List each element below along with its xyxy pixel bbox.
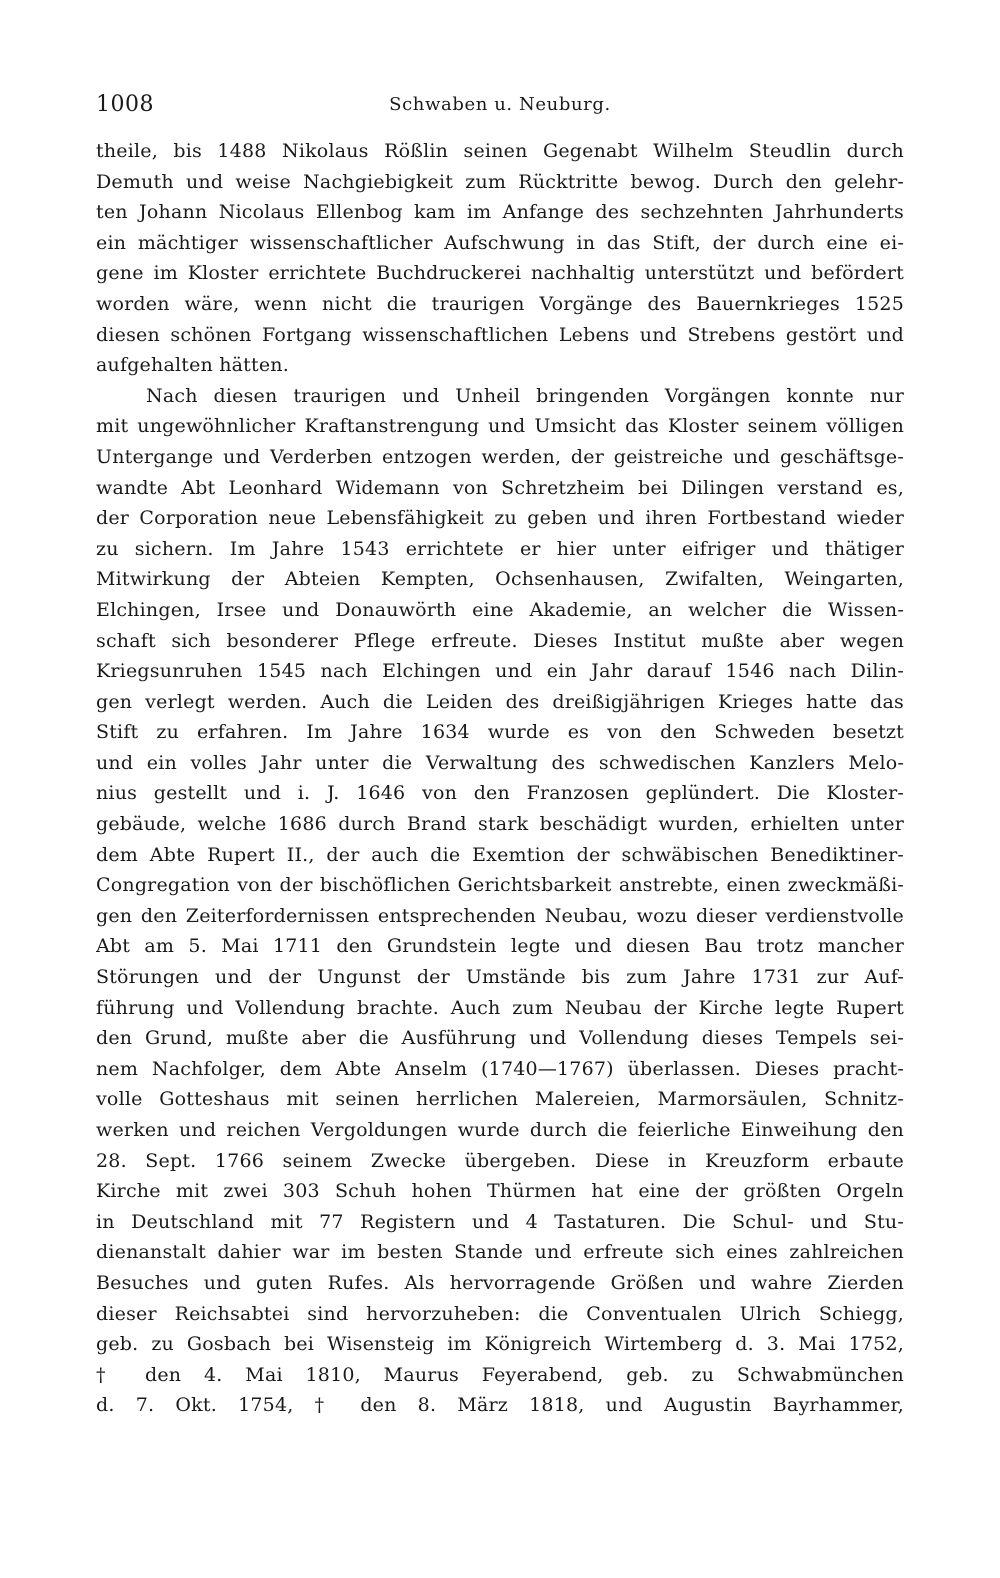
text-line: ein mächtiger wissenschaftlicher Aufschwung in das Stift, der durch eine ei- xyxy=(96,231,904,254)
page-header xyxy=(96,92,904,136)
text-line: Besuches und guten Rufes. Als hervorragende Größen und wahre Zierden xyxy=(96,1271,904,1294)
text-line: gen verlegt werden. Auch die Leiden des dreißigjährigen Krieges hatte das xyxy=(96,690,904,713)
text-line: Mitwirkung der Abteien Kempten, Ochsenhausen, Zwifalten, Weingarten, xyxy=(96,568,904,591)
text-line: Stift zu erfahren. Im Jahre 1634 wurde es von den Schweden besetzt xyxy=(96,721,904,744)
text-line: diesen schönen Fortgang wissenschaftlichen Lebens und Strebens gestört und xyxy=(96,323,904,346)
text-line: in Deutschland mit 77 Registern und 4 Tastaturen. Die Schul- und Stu- xyxy=(96,1210,904,1233)
text-line: Nach diesen traurigen und Unheil bringenden Vorgängen konnte nur xyxy=(146,384,904,407)
text-line: schaft sich besonderer Pflege erfreute. Dieses Institut mußte aber wegen xyxy=(96,629,904,652)
text-line: dem Abte Rupert II., der auch die Exemtion der schwäbischen Benediktiner- xyxy=(96,843,904,866)
text-line: Untergange und Verderben entzogen werden, der geistreiche und geschäftsge- xyxy=(96,445,904,468)
text-line: nius gestellt und i. J. 1646 von den Franzosen geplündert. Die Kloster- xyxy=(96,782,904,805)
text-line: werken und reichen Vergoldungen wurde durch die feierliche Einweihung den xyxy=(96,1119,904,1141)
text-line: nem Nachfolger, dem Abte Anselm (1740—1767) überlassen. Dieses pracht- xyxy=(96,1057,904,1080)
text-line: der Corporation neue Lebensfähigkeit zu geben und ihren Fortbestand wieder xyxy=(96,507,904,530)
text-line: ten Johann Nicolaus Ellenbog kam im Anfange des sechzehnten Jahrhunderts xyxy=(96,201,904,224)
paragraph-1 xyxy=(96,136,904,381)
text-line: gen den Zeiterfordernissen entsprechenden Neubau, wozu dieser verdienstvolle xyxy=(96,904,904,927)
text-line: theile, bis 1488 Nikolaus Rößlin seinen Gegenabt Wilhelm Steudlin durch xyxy=(96,140,904,162)
text-line: und ein volles Jahr unter die Verwaltung des schwedischen Kanzlers Melo- xyxy=(96,751,904,774)
paragraph-2 xyxy=(96,381,904,1421)
text-line: dienanstalt dahier war im besten Stande und erfreute sich eines zahlreichen xyxy=(96,1241,904,1264)
text-line: Störungen und der Ungunst der Umstände bis zum Jahre 1731 zur Auf- xyxy=(96,966,904,989)
text-line: Elchingen, Irsee und Donauwörth eine Akademie, an welcher die Wissen- xyxy=(96,598,904,621)
text-line: Abt am 5. Mai 1711 den Grundstein legte und diesen Bau trotz mancher xyxy=(96,935,904,958)
running-title: Schwaben u. Neuburg. xyxy=(389,94,611,115)
text-line: volle Gotteshaus mit seinen herrlichen Malereien, Marmorsäulen, Schnitz- xyxy=(96,1088,904,1111)
text-line: aufgehalten hätten. xyxy=(96,354,289,377)
text-line: zu sichern. Im Jahre 1543 errichtete er hier unter eifriger und thätiger xyxy=(96,537,904,560)
text-line: mit ungewöhnlicher Kraftanstrengung und Umsicht das Kloster seinem völligen xyxy=(96,415,904,438)
text-line: † den 4. Mai 1810, Maurus Feyerabend, geb. zu Schwabmünchen xyxy=(96,1363,904,1386)
text-line: worden wäre, wenn nicht die traurigen Vorgänge des Bauernkrieges 1525 xyxy=(96,292,904,315)
book-page xyxy=(96,92,904,1421)
text-line: den Grund, mußte aber die Ausführung und Vollendung dieses Tempels sei- xyxy=(96,1027,904,1050)
page-number: 1008 xyxy=(96,92,154,117)
text-line: gene im Kloster errichtete Buchdruckerei nachhaltig unterstützt und befördert xyxy=(96,262,904,285)
text-line: Demuth und weise Nachgiebigkeit zum Rücktritte bewog. Durch den gelehr- xyxy=(96,170,904,193)
text-line: Kriegsunruhen 1545 nach Elchingen und ein Jahr darauf 1546 nach Dilin- xyxy=(96,660,904,683)
text-line: wandte Abt Leonhard Widemann von Schretzheim bei Dilingen verstand es, xyxy=(96,476,904,499)
text-line: führung und Vollendung brachte. Auch zum Neubau der Kirche legte Rupert xyxy=(96,996,904,1019)
text-line: 28. Sept. 1766 seinem Zwecke übergeben. Diese in Kreuzform erbaute xyxy=(96,1149,904,1172)
body-text xyxy=(96,136,904,1421)
text-line: d. 7. Okt. 1754, † den 8. März 1818, und Augustin Bayrhammer, xyxy=(96,1394,904,1417)
text-line: geb. zu Gosbach bei Wisensteig im Königreich Wirtemberg d. 3. Mai 1752, xyxy=(96,1333,904,1356)
text-line: Kirche mit zwei 303 Schuh hohen Thürmen hat eine der größten Orgeln xyxy=(96,1180,904,1203)
text-line: Congregation von der bischöflichen Gerichtsbarkeit anstrebte, einen zweckmäßi- xyxy=(96,874,904,897)
text-line: dieser Reichsabtei sind hervorzuheben: die Conventualen Ulrich Schiegg, xyxy=(96,1302,904,1325)
text-line: gebäude, welche 1686 durch Brand stark beschädigt wurden, erhielten unter xyxy=(96,813,904,836)
